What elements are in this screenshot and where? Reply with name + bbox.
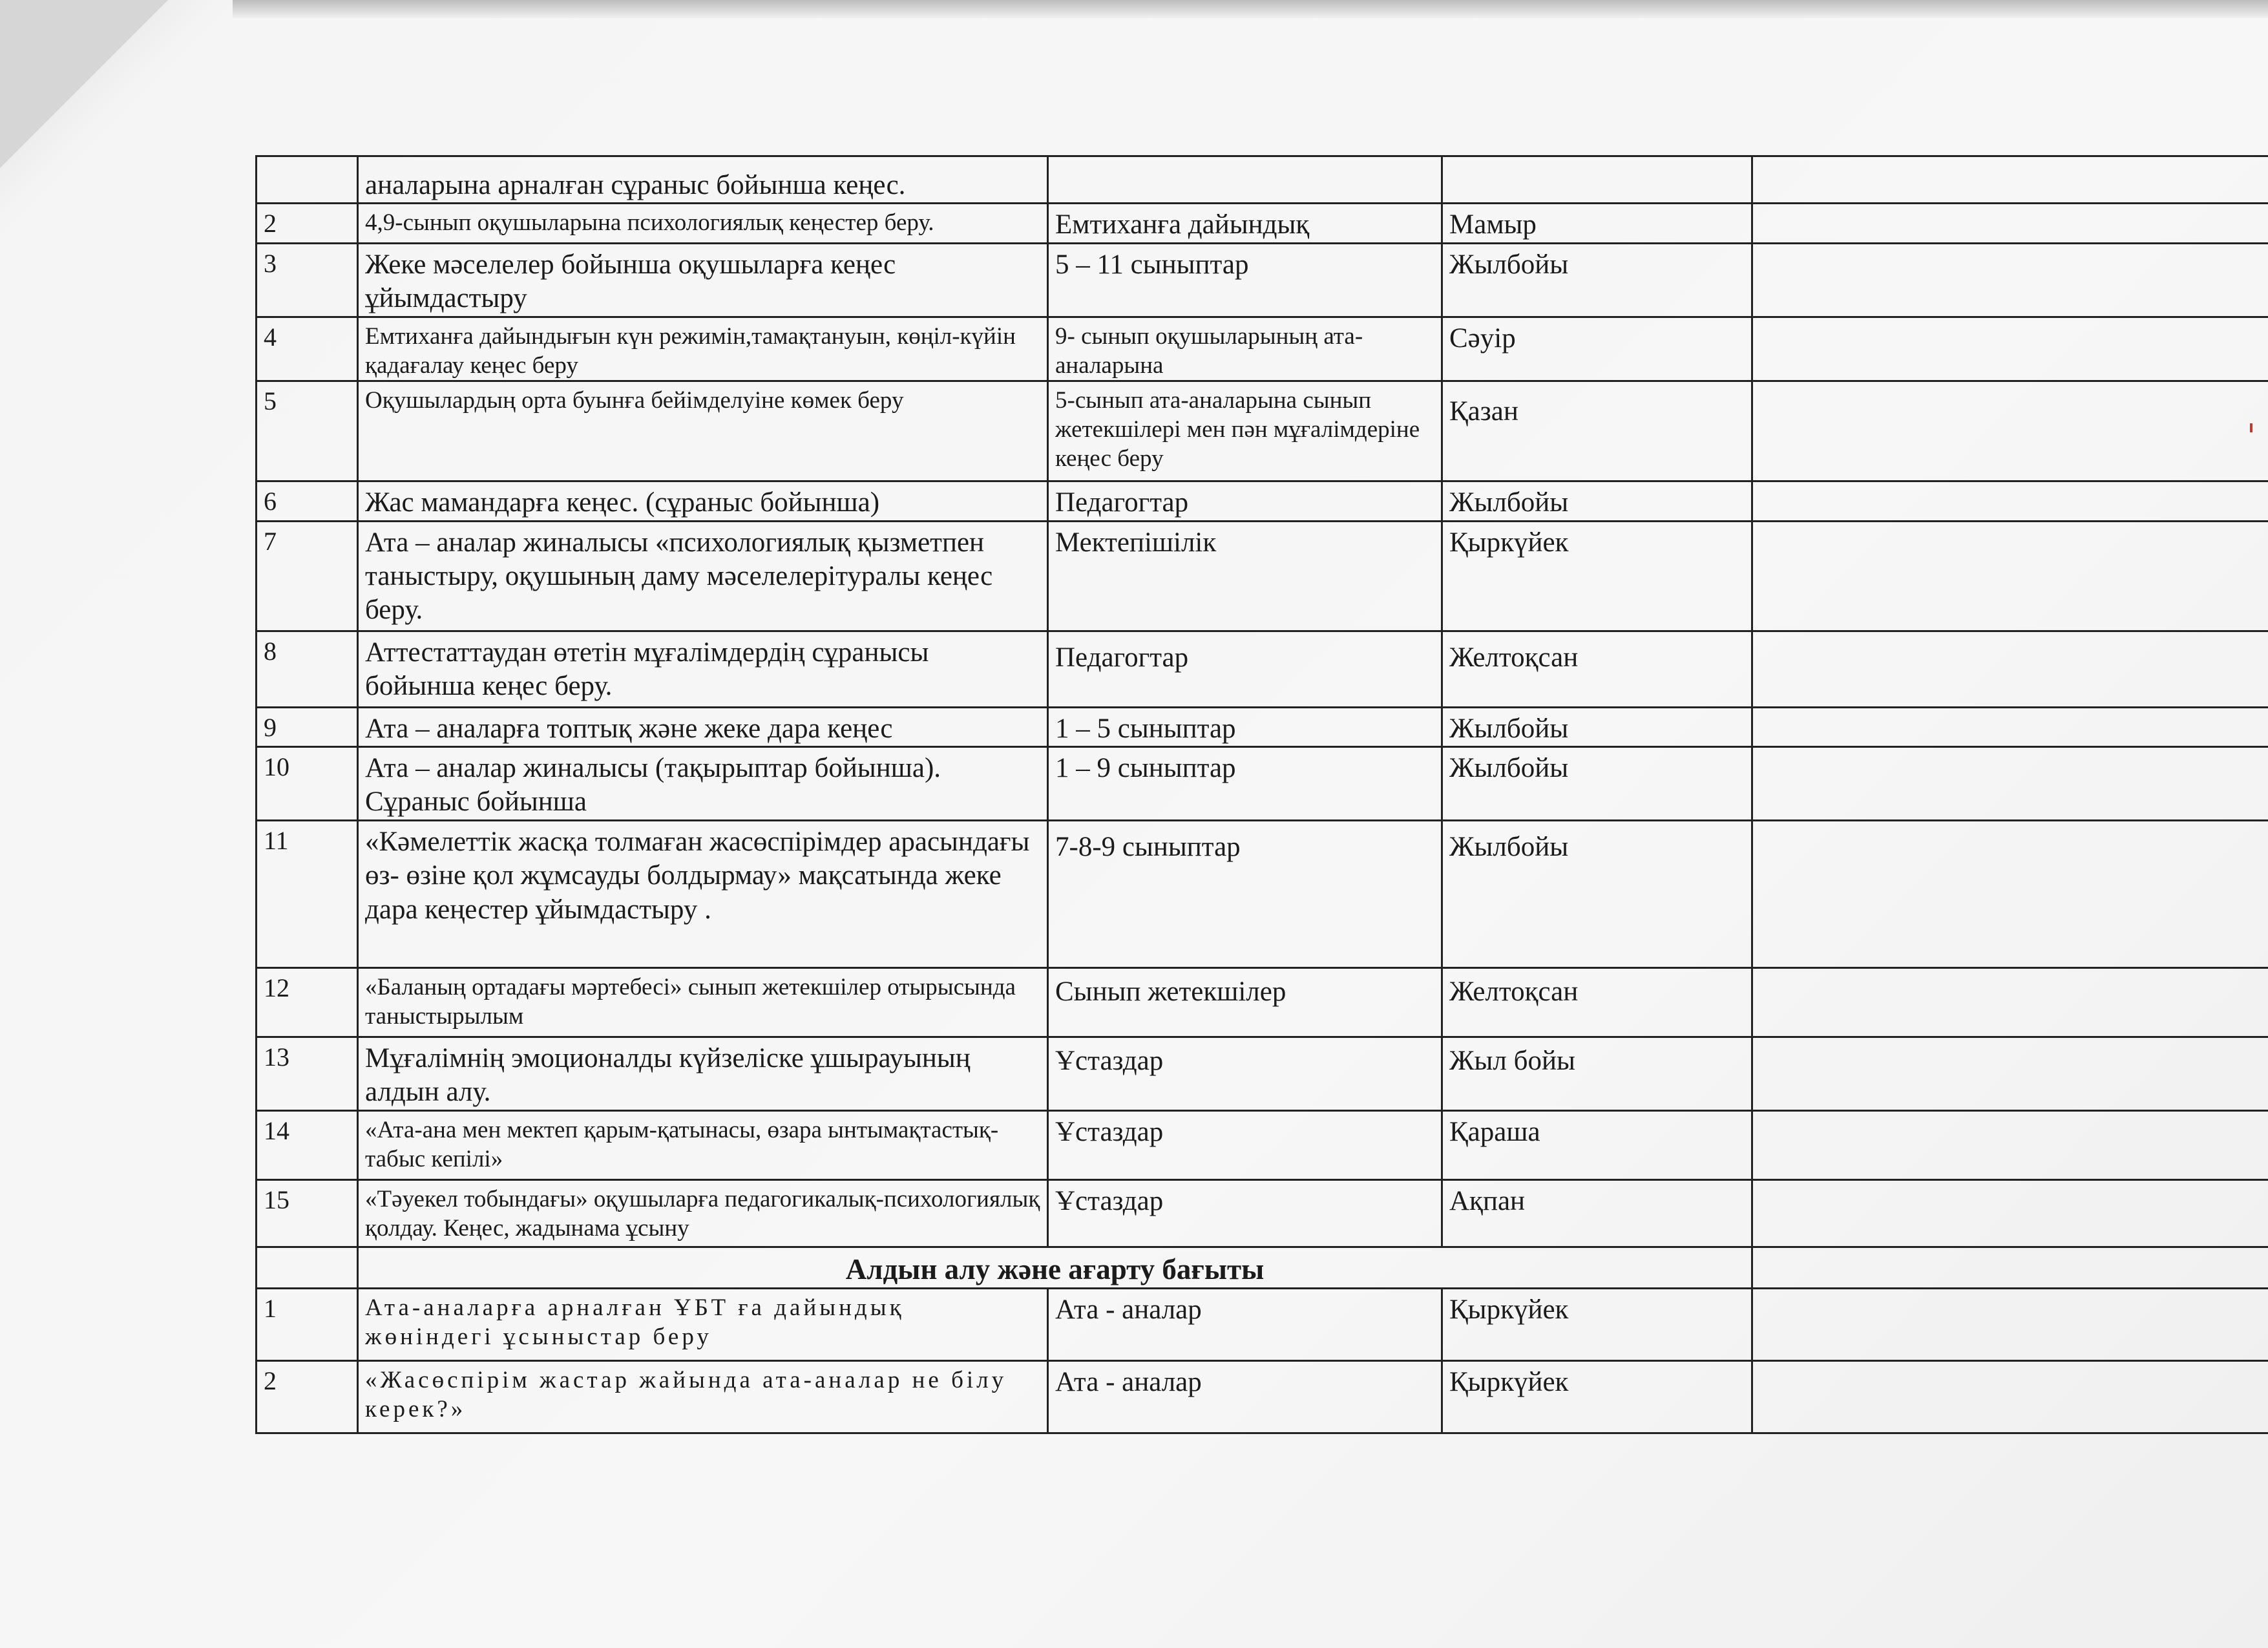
row-number: 9 bbox=[257, 707, 358, 746]
row-topic: «Тәуекел тобындағы» оқушыларға педагогикалық-психологиялық қолдау. Кеңес, жадынама ұсыну bbox=[358, 1179, 1048, 1247]
row-audience: Емтиханға дайындық bbox=[1048, 204, 1442, 243]
table-row bbox=[257, 156, 2268, 204]
row-note bbox=[1752, 1288, 2268, 1360]
row-note bbox=[1752, 746, 2268, 820]
row-number: 6 bbox=[257, 481, 358, 521]
row-date: Сәуір bbox=[1442, 317, 1752, 381]
table-row bbox=[257, 967, 2268, 1037]
row-number: 7 bbox=[257, 521, 358, 631]
row-topic: Жас мамандарға кеңес. (сұраныс бойынша) bbox=[358, 481, 1048, 521]
table-row bbox=[257, 746, 2268, 820]
row-audience: 9- сынып оқушыларының ата-аналарына bbox=[1048, 317, 1442, 381]
row-number: 8 bbox=[257, 631, 358, 707]
row-number: 13 bbox=[257, 1037, 358, 1110]
table-row bbox=[257, 381, 2268, 481]
row-number: 11 bbox=[257, 820, 358, 967]
table-row bbox=[257, 1288, 2268, 1360]
row-note bbox=[1752, 1037, 2268, 1110]
page-top-edge bbox=[233, 0, 2268, 18]
section-title: Алдын алу және ағарту бағыты bbox=[358, 1247, 1752, 1288]
row-note bbox=[1752, 317, 2268, 381]
folded-corner bbox=[0, 0, 168, 168]
row-audience: Педагогтар bbox=[1048, 631, 1442, 707]
section-header-row bbox=[257, 1247, 2268, 1288]
row-topic: «Ата-ана мен мектеп қарым-қатынасы, өзара ынтымақтастық-табыс кепілі» bbox=[358, 1110, 1048, 1179]
row-audience: 5-сынып ата-аналарына сынып жетекшілері мен пән мұғалімдеріне кеңес беру bbox=[1048, 381, 1442, 481]
row-topic: Мұғалімнің эмоционалды күйзеліске ұшырауының алдын алу. bbox=[358, 1037, 1048, 1110]
row-note bbox=[1752, 1179, 2268, 1247]
row-note bbox=[1752, 481, 2268, 521]
row-number: 3 bbox=[257, 243, 358, 317]
row-topic: Аттестаттаудан өтетін мұғалімдердің сұранысы бойынша кеңес беру. bbox=[358, 631, 1048, 707]
row-date: Мамыр bbox=[1442, 204, 1752, 243]
row-date: Жылбойы bbox=[1442, 243, 1752, 317]
row-topic: Ата-аналарға арналған ҰБТ ға дайындық жөніндегі ұсыныстар беру bbox=[358, 1288, 1048, 1360]
row-topic: Оқушылардың орта буынға бейімделуіне көмек беру bbox=[358, 381, 1048, 481]
row-date: Қыркүйек bbox=[1442, 1360, 1752, 1433]
row-number bbox=[257, 1247, 358, 1288]
row-topic: Ата – аналар жиналысы «психологиялық қызметпен таныстыру, оқушының даму мәселелерітуралы кеңес беру. bbox=[358, 521, 1048, 631]
row-note bbox=[1752, 156, 2268, 204]
row-note bbox=[1752, 967, 2268, 1037]
table-row bbox=[257, 1179, 2268, 1247]
row-date: Желтоқсан bbox=[1442, 967, 1752, 1037]
row-note bbox=[1752, 243, 2268, 317]
row-date: Қазан bbox=[1442, 381, 1752, 481]
row-number: 15 bbox=[257, 1179, 358, 1247]
row-note bbox=[1752, 1360, 2268, 1433]
row-number: 12 bbox=[257, 967, 358, 1037]
row-audience: Педагогтар bbox=[1048, 481, 1442, 521]
row-note bbox=[1752, 707, 2268, 746]
row-audience: Ата - аналар bbox=[1048, 1360, 1442, 1433]
row-topic: 4,9-сынып оқушыларына психологиялық кеңестер беру. bbox=[358, 204, 1048, 243]
row-audience: 7-8-9 сыныптар bbox=[1048, 820, 1442, 967]
row-date: Қыркүйек bbox=[1442, 1288, 1752, 1360]
table-row bbox=[257, 631, 2268, 707]
row-number: 1 bbox=[257, 1288, 358, 1360]
row-topic: Емтиханға дайындығын күн режимін,тамақтануын, көңіл-күйін қадағалау кеңес беру bbox=[358, 317, 1048, 381]
row-audience: Сынып жетекшілер bbox=[1048, 967, 1442, 1037]
row-date bbox=[1442, 156, 1752, 204]
row-topic: Ата – аналар жиналысы (тақырыптар бойынша). Сұраныс бойынша bbox=[358, 746, 1048, 820]
row-date: Жыл бойы bbox=[1442, 1037, 1752, 1110]
row-audience: Ұстаздар bbox=[1048, 1037, 1442, 1110]
row-topic: «Кәмелеттік жасқа толмаған жасөспірімдер арасындағы өз- өзіне қол жұмсауды болдырмау» мақсатында жеке дара кеңестер ұйымдастыру . bbox=[358, 820, 1048, 967]
table-row bbox=[257, 204, 2268, 243]
row-topic: аналарына арналған сұраныс бойынша кеңес. bbox=[358, 156, 1048, 204]
row-number: 2 bbox=[257, 1360, 358, 1433]
table-row bbox=[257, 1110, 2268, 1179]
row-date: Жылбойы bbox=[1442, 481, 1752, 521]
row-note bbox=[1752, 1110, 2268, 1179]
row-note bbox=[1752, 820, 2268, 967]
table-row bbox=[257, 707, 2268, 746]
row-number: 2 bbox=[257, 204, 358, 243]
row-audience: 1 – 9 сыныптар bbox=[1048, 746, 1442, 820]
row-date: Жылбойы bbox=[1442, 820, 1752, 967]
row-number: 10 bbox=[257, 746, 358, 820]
table-row bbox=[257, 820, 2268, 967]
row-topic: Жеке мәселелер бойынша оқушыларға кеңес ұйымдастыру bbox=[358, 243, 1048, 317]
table-row bbox=[257, 243, 2268, 317]
row-date: Жылбойы bbox=[1442, 707, 1752, 746]
row-audience bbox=[1048, 156, 1442, 204]
row-audience: 5 – 11 сыныптар bbox=[1048, 243, 1442, 317]
row-audience: 1 – 5 сыныптар bbox=[1048, 707, 1442, 746]
row-audience: Ұстаздар bbox=[1048, 1179, 1442, 1247]
row-note bbox=[1752, 381, 2268, 481]
row-note bbox=[1752, 521, 2268, 631]
table-row bbox=[257, 1037, 2268, 1110]
row-note bbox=[1752, 1247, 2268, 1288]
row-date: Жылбойы bbox=[1442, 746, 1752, 820]
row-date: Қараша bbox=[1442, 1110, 1752, 1179]
table-row bbox=[257, 521, 2268, 631]
table-row bbox=[257, 481, 2268, 521]
row-date: Ақпан bbox=[1442, 1179, 1752, 1247]
row-topic: «Баланың ортадағы мәртебесі» сынып жетекшілер отырысында таныстырылым bbox=[358, 967, 1048, 1037]
row-note bbox=[1752, 631, 2268, 707]
row-audience: Ұстаздар bbox=[1048, 1110, 1442, 1179]
row-number: 4 bbox=[257, 317, 358, 381]
table-row bbox=[257, 1360, 2268, 1433]
work-plan-table bbox=[255, 155, 2268, 1434]
row-number: 14 bbox=[257, 1110, 358, 1179]
table-row bbox=[257, 317, 2268, 381]
row-number bbox=[257, 156, 358, 204]
row-topic: «Жасөспірім жастар жайында ата-аналар не білу керек?» bbox=[358, 1360, 1048, 1433]
row-topic: Ата – аналарға топтық және жеке дара кеңес bbox=[358, 707, 1048, 746]
row-date: Қыркүйек bbox=[1442, 521, 1752, 631]
row-note bbox=[1752, 204, 2268, 243]
row-audience: Мектепішілік bbox=[1048, 521, 1442, 631]
row-audience: Ата - аналар bbox=[1048, 1288, 1442, 1360]
row-date: Желтоқсан bbox=[1442, 631, 1752, 707]
row-number: 5 bbox=[257, 381, 358, 481]
